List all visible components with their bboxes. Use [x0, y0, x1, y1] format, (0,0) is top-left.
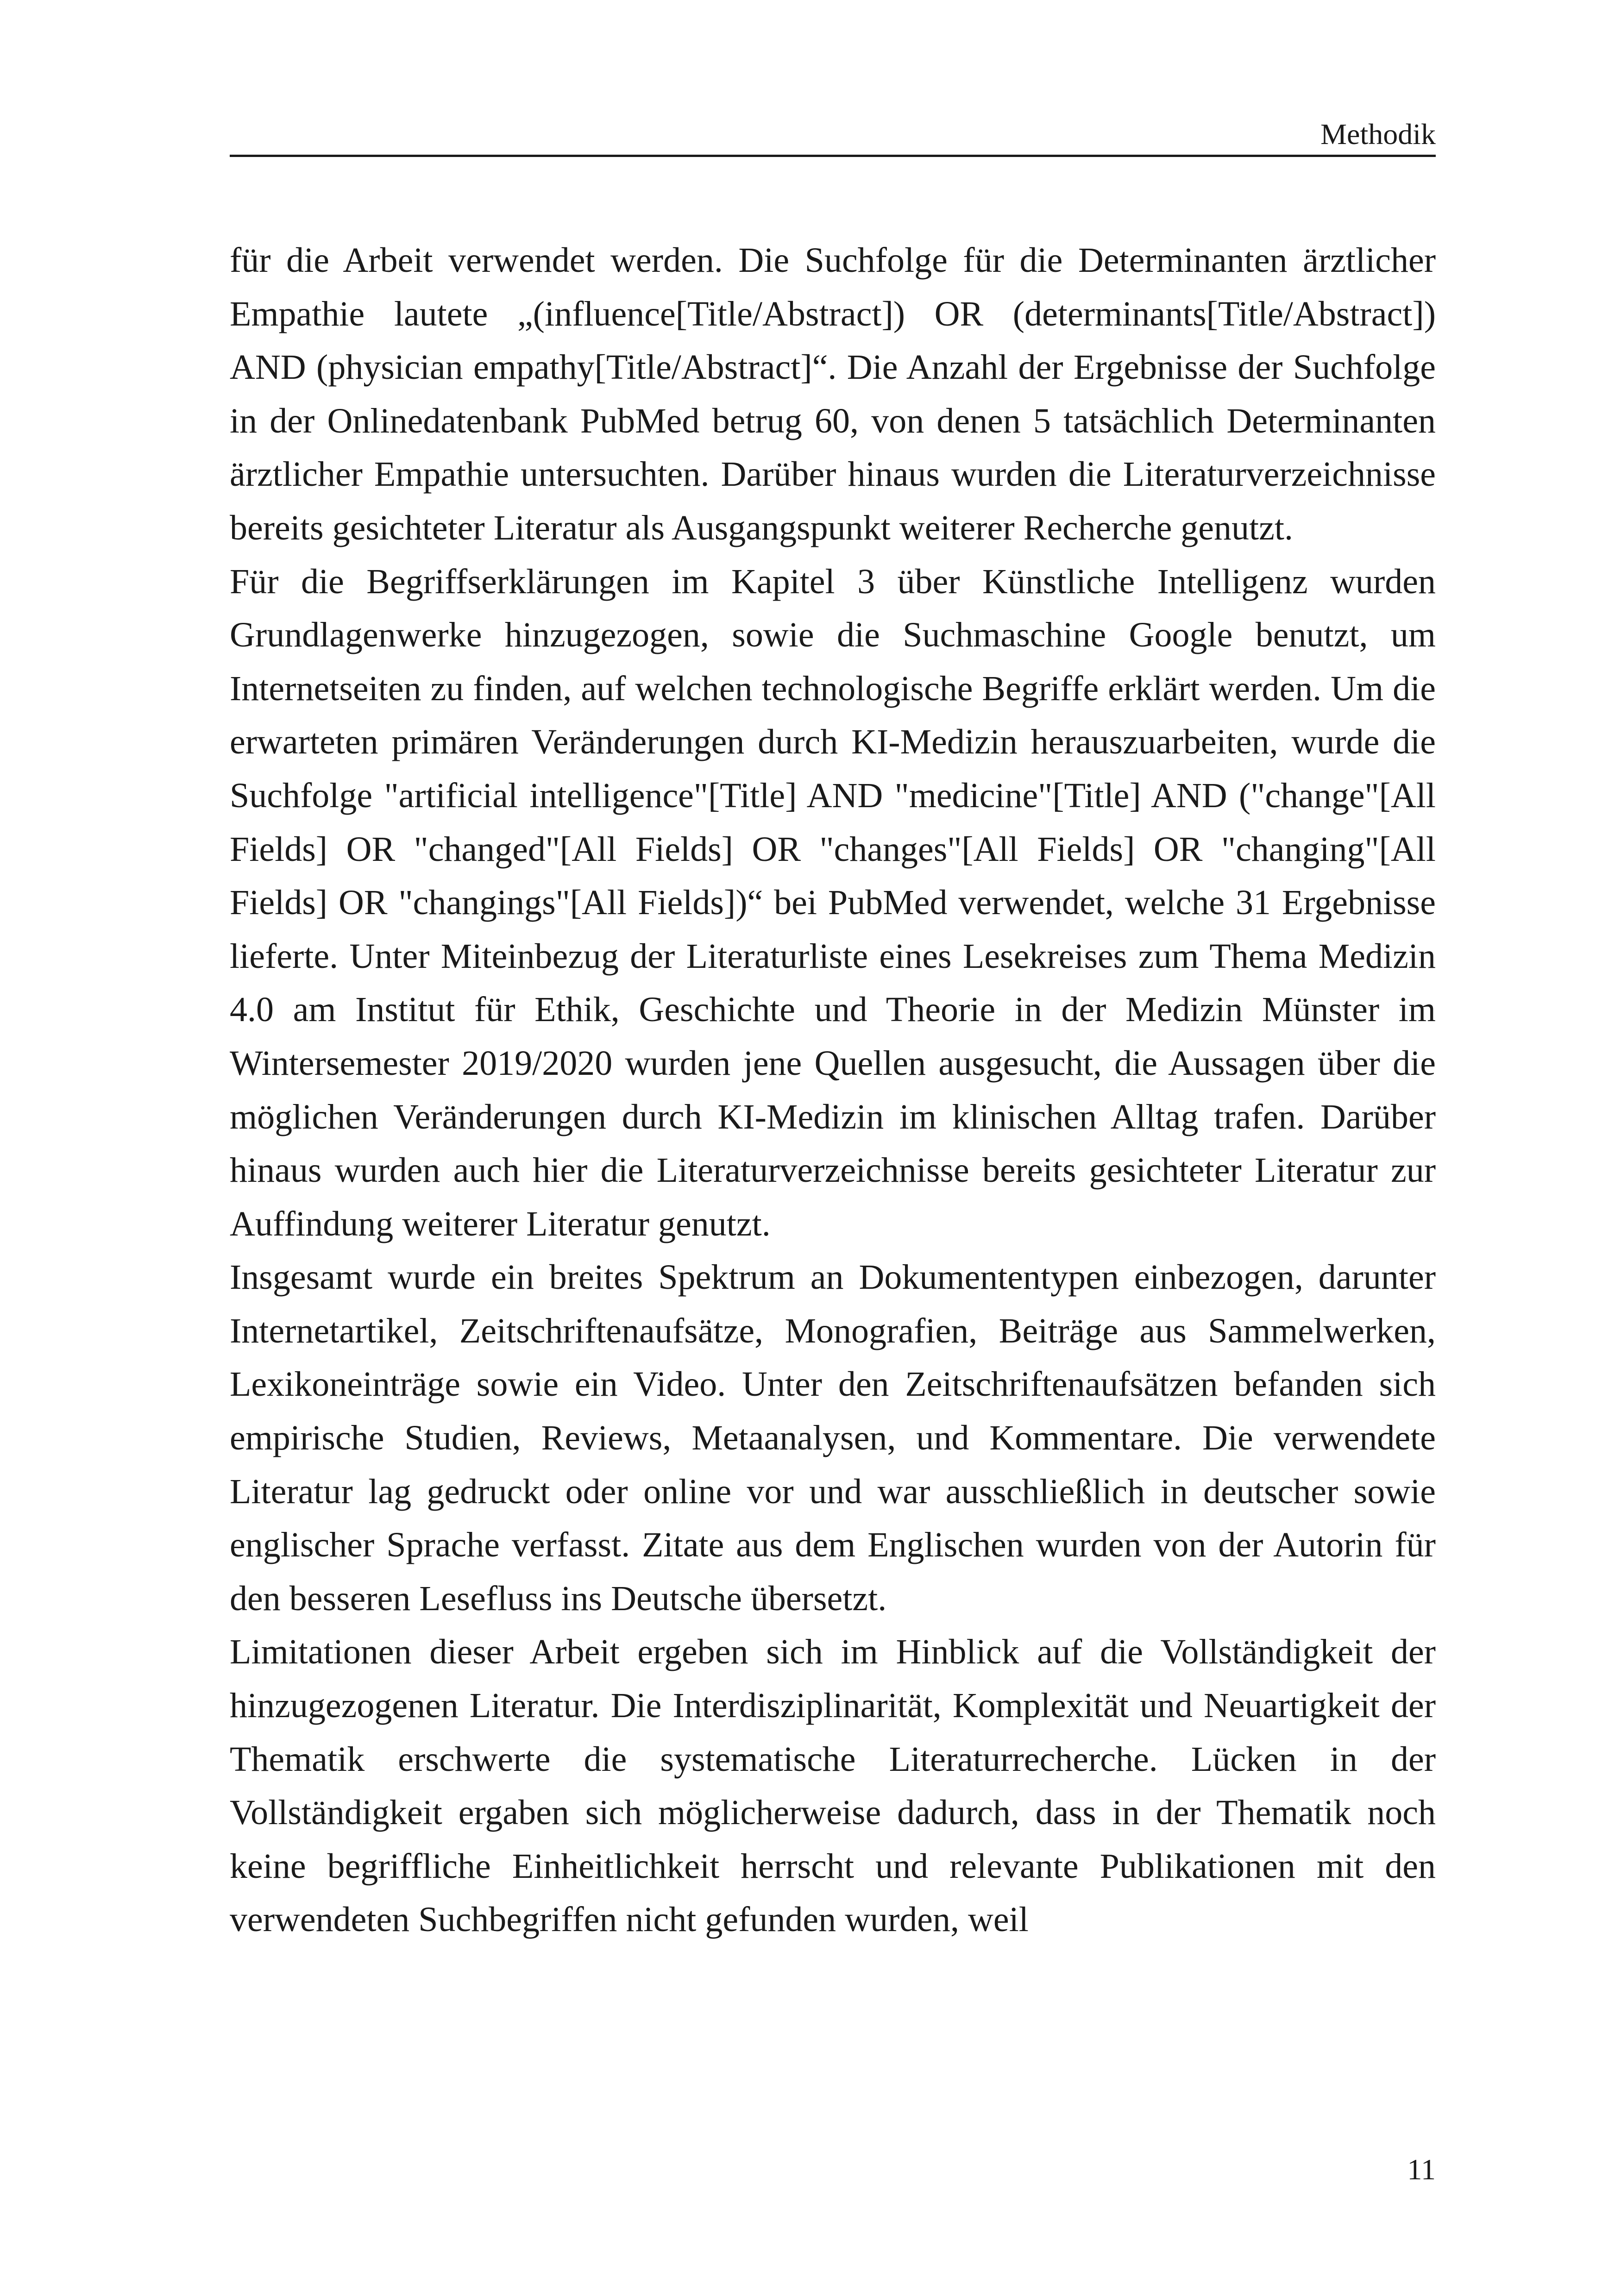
paragraph-search-strategy-ai: Für die Begriffserklärungen im Kapitel 3 über Künstliche Intelligenz wurden Grundlagenwerke hinzugezogen, sowie die Suchmaschine Google benutzt, um Internetseiten zu finden, auf welchen technologische Begriffe erklärt werden. Um die erwarteten primären Veränderungen durch KI-Medizin herauszuarbeiten, wurde die Suchfolge "artificial intelligence"[Title] AND "medicine"[Title] AND ("change"[All Fields] OR "changed"[All Fields] OR "changes"[All Fields] OR "changing"[All Fields] OR "changings"[All Fields])“ bei PubMed verwendet, welche 31 Ergebnisse lieferte. Unter Miteinbezug der Literaturliste eines Lesekreises zum Thema Medizin 4.0 am Institut für Ethik, Geschichte und Theorie in der Medizin Münster im Wintersemester 2019/2020 wurden jene Quellen ausgesucht, die Aussagen über die möglichen Veränderungen durch KI-Medizin im klinischen Alltag trafen. Darüber hinaus wurden auch hier die Literaturverzeichnisse bereits gesichteter Literatur zur Auffindung weiterer Literatur genutzt.: [230, 562, 1436, 1243]
header-rule: [230, 155, 1436, 157]
page-number: 11: [1407, 2153, 1436, 2186]
paragraph-search-strategy-empathy: für die Arbeit verwendet werden. Die Suchfolge für die Determinanten ärztlicher Empathie lautete „(influence[Title/Abstract]) OR (determinants[Title/Abstract]) AND (physician empathy[Title/Abstract]“. Die Anzahl der Ergebnisse der Suchfolge in der Onlinedatenbank PubMed betrug 60, von denen 5 tatsächlich Determinanten ärztlicher Empathie untersuchten. Darüber hinaus wurden die Literaturverzeichnisse bereits gesichteter Literatur als Ausgangspunkt weiterer Recherche genutzt.: [230, 241, 1436, 547]
paragraph-limitations: Limitationen dieser Arbeit ergeben sich im Hinblick auf die Vollständigkeit der hinzugezogenen Literatur. Die Interdisziplinarität, Komplexität und Neuartigkeit der Thematik erschwerte die systematische Literaturrecherche. Lücken in der Vollständigkeit ergaben sich möglicherweise dadurch, dass in der Thematik noch keine begriffliche Einheitlichkeit herrscht und relevante Publikationen mit den verwendeten Suchbegriffen nicht gefunden wurden, weil: [230, 1632, 1436, 1939]
page-header: [230, 116, 1436, 157]
body-text: [230, 234, 1436, 1947]
running-title: Methodik: [1320, 118, 1436, 151]
paragraph-document-types: Insgesamt wurde ein breites Spektrum an Dokumententypen einbezogen, darunter Internetartikel, Zeitschriftenaufsätze, Monografien, Beiträge aus Sammelwerken, Lexikoneinträge sowie ein Video. Unter den Zeitschriftenaufsätzen befanden sich empirische Studien, Reviews, Metaanalysen, und Kommentare. Die verwendete Literatur lag gedruckt oder online vor und war ausschließlich in deutscher sowie englischer Sprache verfasst. Zitate aus dem Englischen wurden von der Autorin für den besseren Lesefluss ins Deutsche übersetzt.: [230, 1258, 1436, 1618]
